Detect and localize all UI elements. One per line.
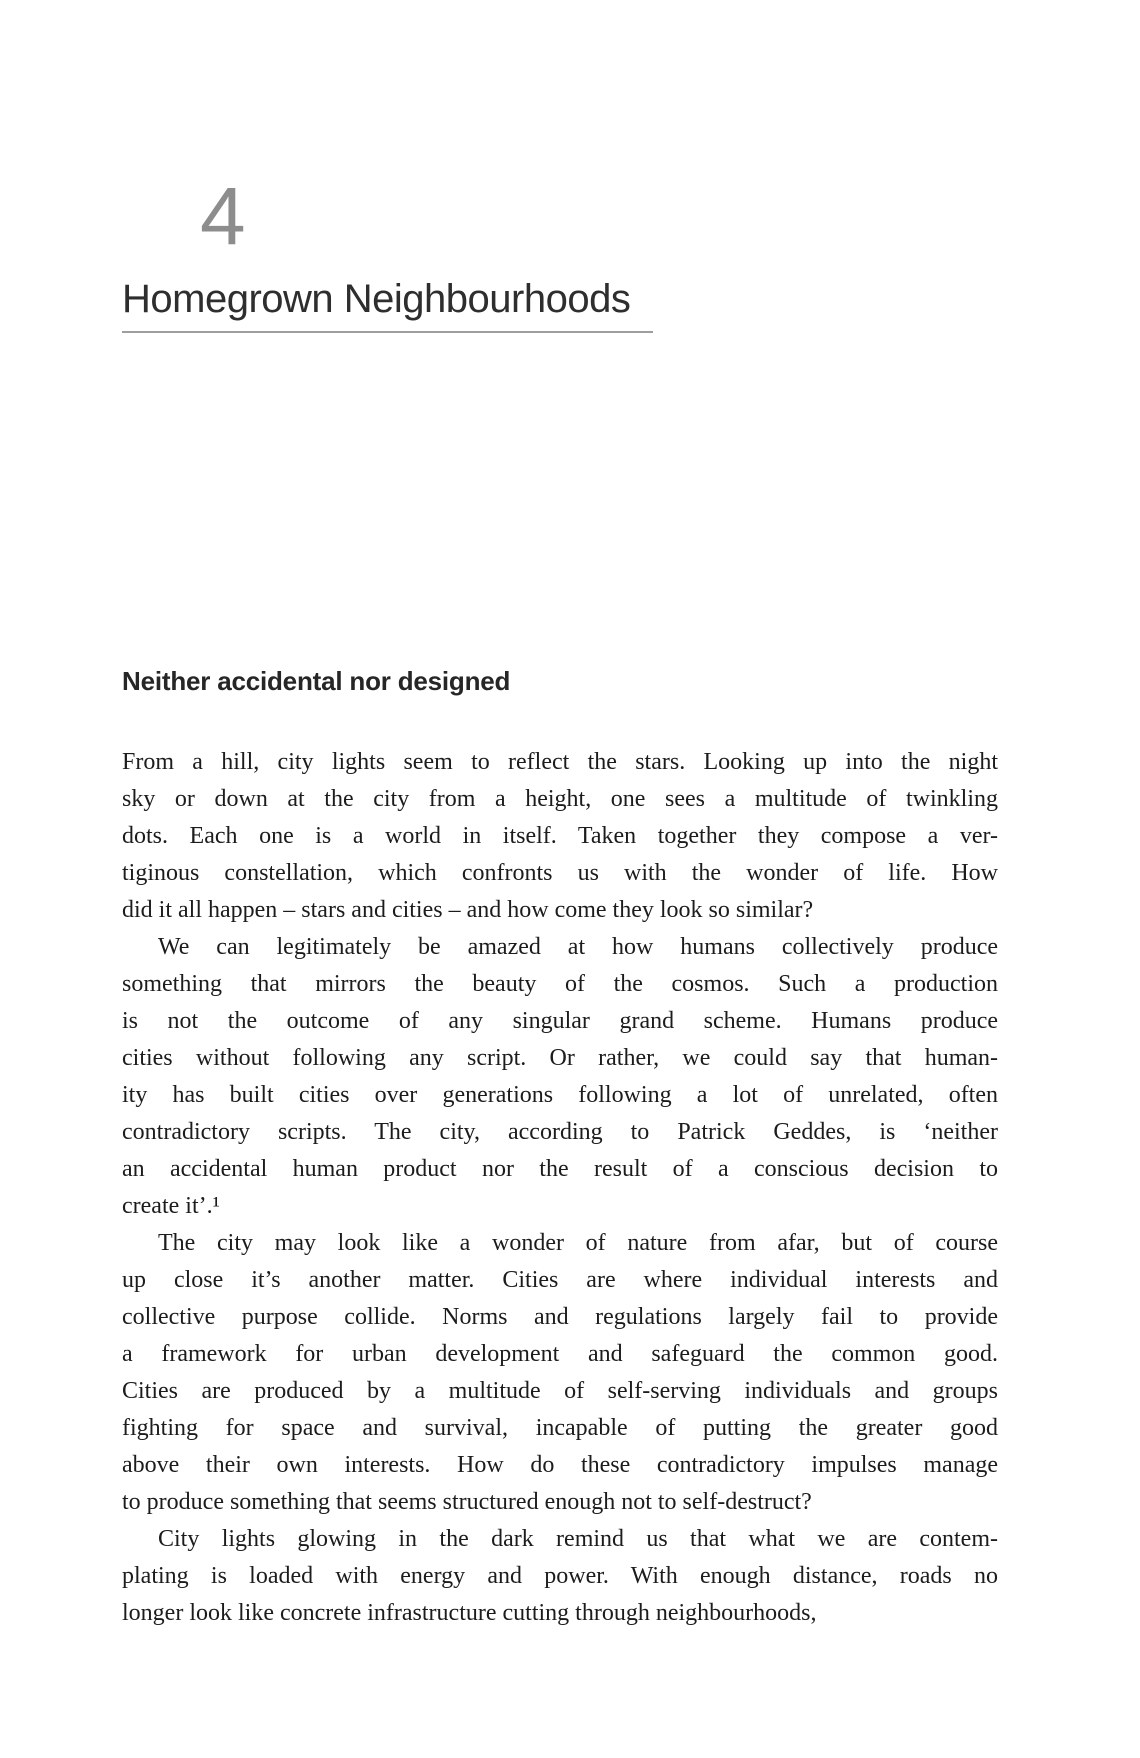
chapter-title: Homegrown Neighbourhoods <box>122 277 631 321</box>
body-line: sky or down at the city from a height, one sees a multitude of twinkling <box>122 785 998 812</box>
body-line: contradictory scripts. The city, according to Patrick Geddes, is ‘neither <box>122 1118 998 1145</box>
body-line: above their own interests. How do these contradictory impulses manage <box>122 1451 998 1478</box>
body-line: dots. Each one is a world in itself. Taken together they compose a ver- <box>122 822 998 849</box>
body-text <box>122 744 998 1632</box>
body-line: did it all happen – stars and cities – and how come they look so similar? <box>122 896 814 923</box>
body-line: tiginous constellation, which confronts us with the wonder of life. How <box>122 859 998 886</box>
body-line: up close it’s another matter. Cities are where individual interests and <box>122 1266 998 1293</box>
chapter-number: 4 <box>200 171 246 262</box>
body-line: is not the outcome of any singular grand scheme. Humans produce <box>122 1007 998 1034</box>
body-line: plating is loaded with energy and power. With enough distance, roads no <box>122 1562 998 1589</box>
body-line: an accidental human product nor the result of a conscious decision to <box>122 1155 998 1182</box>
body-line: ity has built cities over generations following a lot of unrelated, often <box>122 1081 998 1108</box>
title-rule <box>122 331 653 333</box>
body-line: a framework for urban development and safeguard the common good. <box>122 1340 998 1367</box>
body-line: City lights glowing in the dark remind us that what we are contem- <box>158 1525 998 1552</box>
body-line: Cities are produced by a multitude of self-serving individuals and groups <box>122 1377 998 1404</box>
body-line: collective purpose collide. Norms and regulations largely fail to provide <box>122 1303 998 1330</box>
page-content <box>0 171 1140 1632</box>
body-line: We can legitimately be amazed at how humans collectively produce <box>158 933 998 960</box>
body-line: The city may look like a wonder of nature from afar, but of course <box>158 1229 998 1256</box>
section-heading: Neither accidental nor designed <box>122 666 511 696</box>
body-line: From a hill, city lights seem to reflect the stars. Looking up into the night <box>122 748 998 775</box>
body-line: create it’.¹ <box>122 1192 220 1219</box>
body-line: something that mirrors the beauty of the cosmos. Such a production <box>122 970 998 997</box>
body-line: fighting for space and survival, incapable of putting the greater good <box>122 1414 998 1441</box>
body-line: longer look like concrete infrastructure cutting through neighbourhoods, <box>122 1599 817 1626</box>
body-line: to produce something that seems structured enough not to self-destruct? <box>122 1488 812 1515</box>
body-line: cities without following any script. Or rather, we could say that human- <box>122 1044 998 1071</box>
